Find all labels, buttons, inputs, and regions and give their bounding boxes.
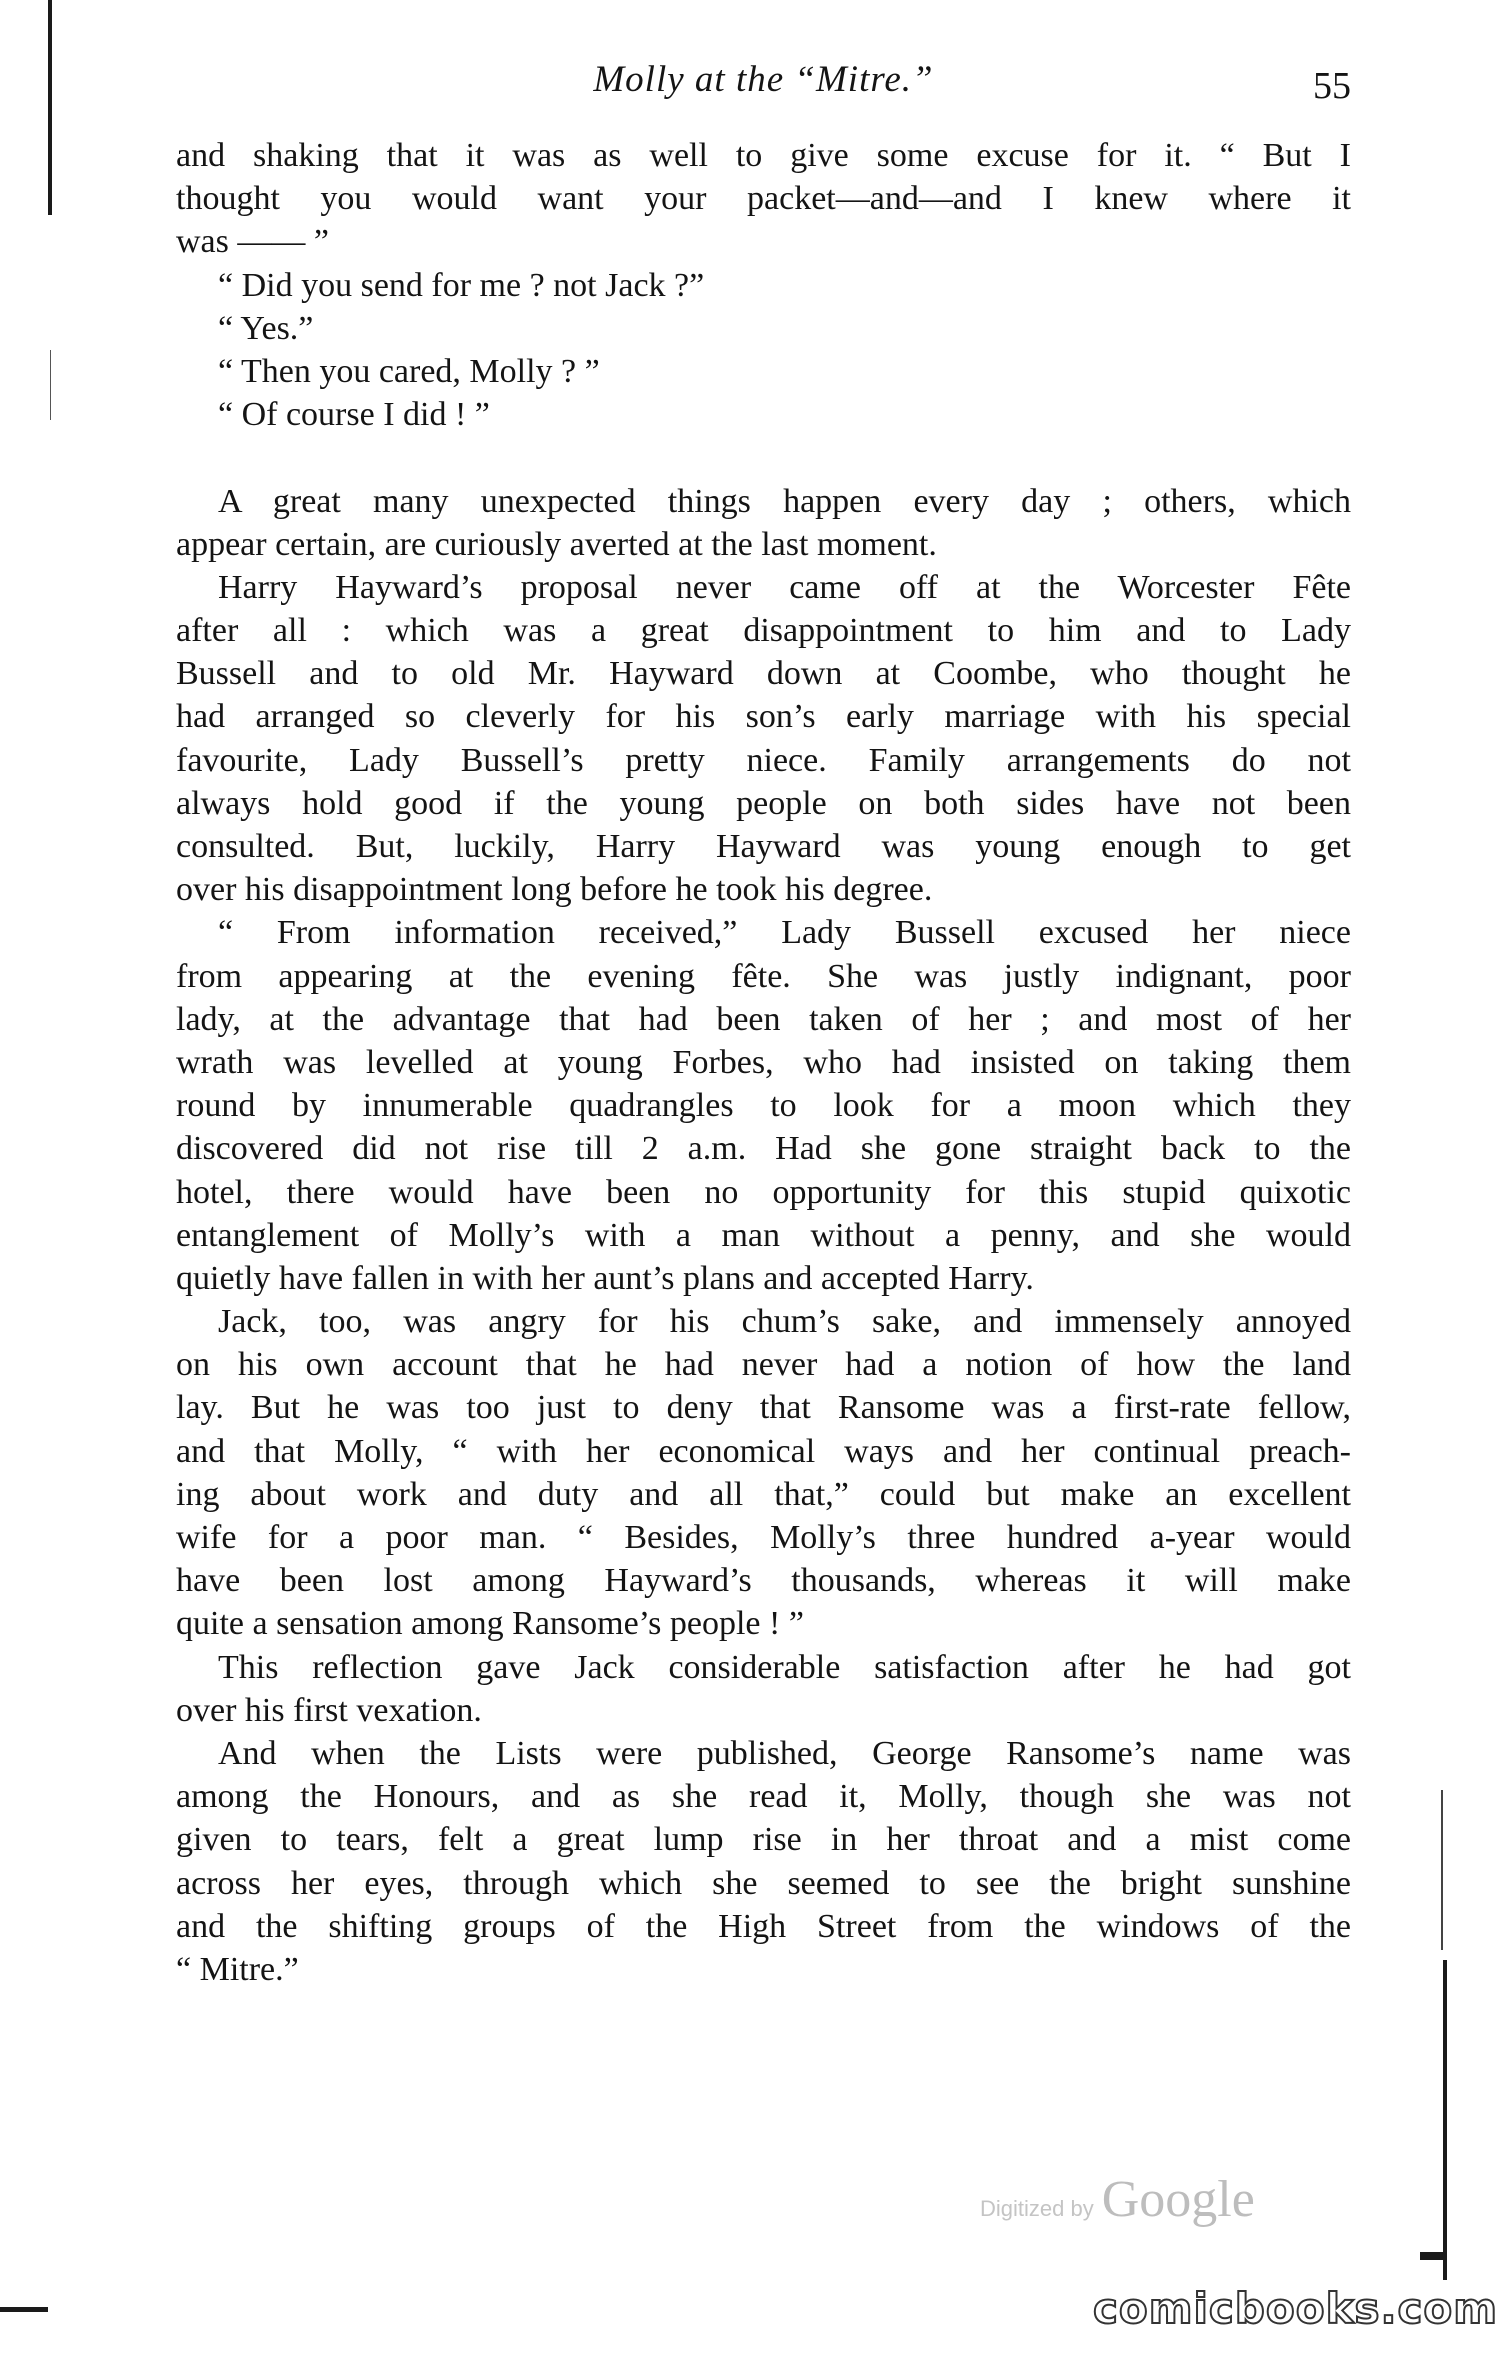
text-line: among the Honours, and as she read it, Molly, though she was not [176,1778,1351,1816]
scan-edge-right [1443,1960,1447,2280]
text-line: quietly have fallen in with her aunt’s plans and accepted Harry. [176,1259,1034,1297]
scan-edge-right-faint [1441,1790,1443,1950]
text-line: “ Did you send for me ? not Jack ?” [218,266,705,304]
text-line: thought you would want your packet—and—and I knew where it [176,180,1351,218]
text-line: was —— ” [176,223,329,261]
text-line: ing about work and duty and all that,” could but make an excellent [176,1475,1351,1513]
text-line: quite a sensation among Ransome’s people ! ” [176,1605,804,1643]
scan-edge-left-faint [50,350,51,420]
digitized-watermark [980,2170,1255,2229]
text-line: had arranged so cleverly for his son’s early marriage with his special [176,698,1351,736]
text-line: wife for a poor man. “ Besides, Molly’s three hundred a-year would [176,1519,1351,1556]
text-line: A great many unexpected things happen every day ; others, which [218,482,1351,520]
running-head: Molly at the “Mitre.” [593,59,934,100]
text-line: lay. But he was too just to deny that Ransome was a first-rate fellow, [176,1389,1351,1427]
text-line: “ Mitre.” [176,1950,299,1988]
text-line: wrath was levelled at young Forbes, who had insisted on taking them [176,1043,1351,1081]
text-line: “ Of course I did ! ” [218,396,490,434]
text-line: have been lost among Hayward’s thousands, whereas it will make [176,1562,1351,1600]
text-line: “ Then you cared, Molly ? ” [218,352,600,390]
text-line: from appearing at the evening fête. She was justly indignant, poor [176,957,1351,995]
text-line: always hold good if the young people on both sides have not been [176,784,1351,822]
text-line: entanglement of Molly’s with a man without a penny, and she would [176,1216,1351,1254]
text-line: given to tears, felt a great lump rise in her throat and a mist come [176,1821,1351,1859]
google-logo: Google [1101,2171,1255,2228]
text-line: and shaking that it was as well to give some excuse for it. “ But I [176,137,1351,174]
text-line: and the shifting groups of the High Street from the windows of the [176,1907,1351,1945]
text-line: over his disappointment long before he took his degree. [176,871,933,909]
text-line: over his first vexation. [176,1691,482,1729]
scan-corner-mark [1420,2252,1446,2260]
text-line: appear certain, are curiously averted at the last moment. [176,525,937,563]
body-text [176,134,1351,1991]
page-number: 55 [1313,65,1351,107]
text-line: And when the Lists were published, George Ransome’s name was [218,1734,1351,1772]
page-header [176,50,1351,110]
text-line: lady, at the advantage that had been taken of her ; and most of her [176,1000,1351,1038]
text-line: Harry Hayward’s proposal never came off at the Worcester Fête [218,568,1351,606]
text-line: discovered did not rise till 2 a.m. Had she gone straight back to the [176,1130,1351,1168]
digitized-by-label: Digitized by [980,2196,1094,2221]
scan-corner-mark-left [0,2307,48,2312]
text-line: Jack, too, was angry for his chum’s sake, and immensely annoyed [218,1303,1351,1341]
text-line: across her eyes, through which she seemed to see the bright sunshine [176,1864,1351,1902]
text-line: favourite, Lady Bussell’s pretty niece. Family arrangements do not [176,741,1351,779]
text-line: on his own account that he had never had a notion of how the land [176,1346,1351,1384]
text-line: This reflection gave Jack considerable satisfaction after he had got [218,1648,1351,1686]
text-line: and that Molly, “ with her economical ways and her continual preach- [176,1432,1351,1470]
site-watermark: comicbooks.com [1093,2284,1498,2333]
text-line: hotel, there would have been no opportunity for this stupid quixotic [176,1173,1351,1211]
text-line: “ Yes.” [218,309,314,347]
text-line: round by innumerable quadrangles to look for a moon which they [176,1087,1351,1125]
text-line: Bussell and to old Mr. Hayward down at Coombe, who thought he [176,655,1351,693]
scan-edge-left [48,0,52,215]
text-line: “ From information received,” Lady Bussell excused her niece [218,914,1351,952]
paragraph-break [176,436,1351,479]
text-line: after all : which was a great disappointment to him and to Lady [176,612,1351,650]
text-line: consulted. But, luckily, Harry Hayward was young enough to get [176,828,1351,865]
